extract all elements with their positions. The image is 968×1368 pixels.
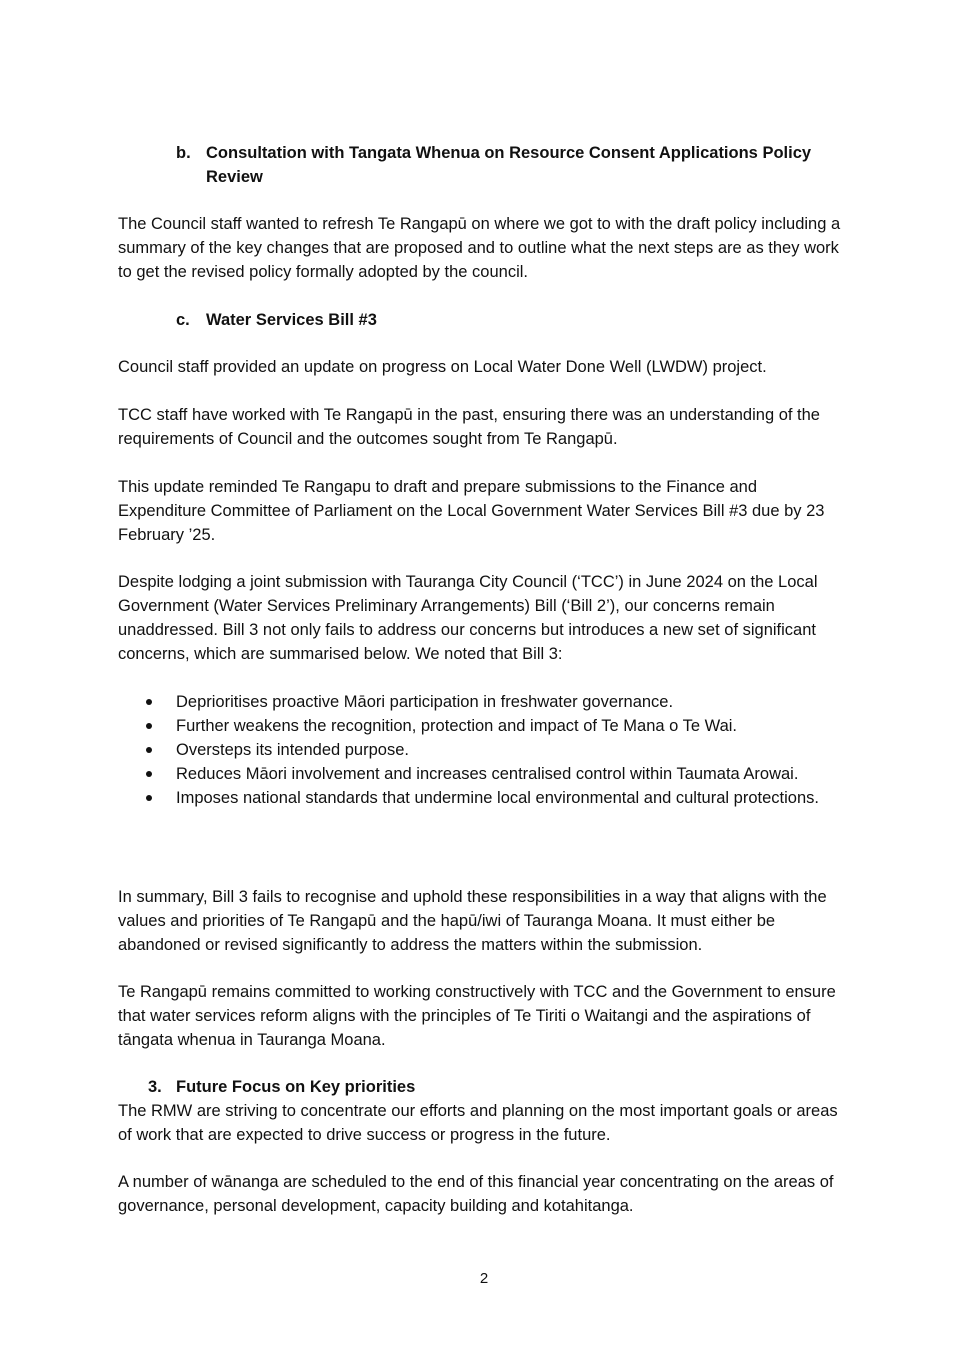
bullet-icon — [146, 771, 152, 777]
list-item — [146, 714, 846, 738]
paragraph-lwdw-update: Council staff provided an update on progress on Local Water Done Well (LWDW) project. — [118, 358, 767, 376]
section-3-heading — [148, 1075, 415, 1099]
section-c-heading — [176, 308, 377, 332]
list-item-text: Deprioritises proactive Māori participation in freshwater governance. — [176, 693, 674, 711]
paragraph-joint-submission: Despite lodging a joint submission with Tauranga City Council (‘TCC’) in June 2024 on the Local Government (Water Services Preliminary Arrangements) Bill (‘Bill 2’), our concerns remain unaddressed. Bill 3 not only fails to address our concerns but introduces a new set of significant concerns, which are summarised below. We noted that Bill 3: — [118, 573, 818, 663]
list-item — [146, 690, 846, 714]
section-b-title: Consultation with Tangata Whenua on Resource Consent Applications Policy Review — [206, 144, 812, 186]
paragraph-commitment: Te Rangapū remains committed to working constructively with TCC and the Government to ensure that water services reform aligns with the principles of Te Tiriti o Waitangi and the aspirations of tāngata whenua in Tauranga Moana. — [118, 983, 836, 1049]
paragraph-tcc-staff: TCC staff have worked with Te Rangapū in the past, ensuring there was an understanding of the requirements of Council and the outcomes sought from Te Rangapū. — [118, 406, 820, 448]
list-item-text: Oversteps its intended purpose. — [176, 741, 409, 759]
section-b-number: b. — [176, 144, 191, 162]
bullet-icon — [146, 723, 152, 729]
list-item — [146, 786, 846, 810]
section-3-title: Future Focus on Key priorities — [176, 1078, 416, 1096]
page-number: 2 — [479, 1270, 489, 1287]
section-3-number: 3. — [148, 1078, 162, 1096]
list-item — [146, 738, 846, 762]
paragraph-submission-reminder: This update reminded Te Rangapu to draft and prepare submissions to the Finance and Expenditure Committee of Parliament on the Local Government Water Services Bill #3 due by 23 February ’25. — [118, 478, 825, 544]
bullet-icon — [146, 747, 152, 753]
bill-3-concerns-list — [146, 690, 846, 810]
paragraph-summary: In summary, Bill 3 fails to recognise and uphold these responsibilities in a way that aligns with the values and priorities of Te Rangapū and the hapū/iwi of Tauranga Moana. It must either be abandoned or revised significantly to address the matters within the submission. — [118, 888, 827, 954]
paragraph-wananga: A number of wānanga are scheduled to the end of this financial year concentrating on the areas of governance, personal development, capacity building and kotahitanga. — [118, 1173, 834, 1215]
section-c-number: c. — [176, 311, 190, 329]
section-c-title: Water Services Bill #3 — [206, 311, 377, 329]
list-item-text: Imposes national standards that undermine local environmental and cultural protections. — [176, 789, 819, 807]
list-item-text: Further weakens the recognition, protection and impact of Te Mana o Te Wai. — [176, 717, 737, 735]
list-item — [146, 762, 846, 786]
list-item-text: Reduces Māori involvement and increases centralised control within Taumata Arowai. — [176, 765, 799, 783]
paragraph-policy-refresh: The Council staff wanted to refresh Te Rangapū on where we got to with the draft policy including a summary of the key changes that are proposed and to outline what the next steps are as they work to get the revised policy formally adopted by the council. — [118, 215, 841, 281]
bullet-icon — [146, 699, 152, 705]
bullet-icon — [146, 795, 152, 801]
section-b-heading — [176, 141, 836, 189]
paragraph-future-focus: The RMW are striving to concentrate our efforts and planning on the most important goals or areas of work that are expected to drive success or progress in the future. — [118, 1102, 838, 1144]
